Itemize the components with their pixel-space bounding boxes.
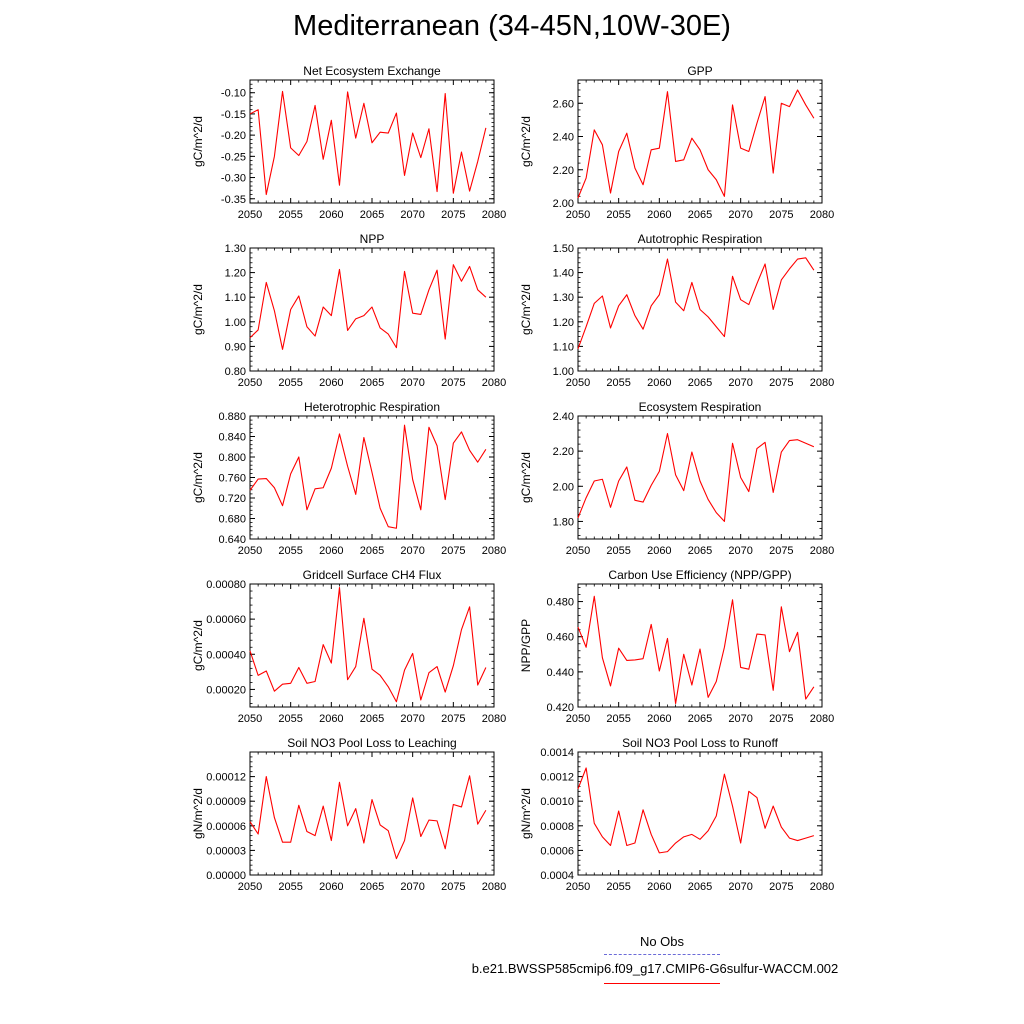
x-tick-label: 2065 xyxy=(359,377,385,389)
chart-panel-1 xyxy=(191,64,506,221)
x-tick-label: 2075 xyxy=(769,881,794,893)
panel-title: GPP xyxy=(687,64,713,78)
x-tick-label: 2065 xyxy=(687,713,713,725)
y-tick-label: 0.680 xyxy=(218,513,246,526)
y-tick-label: 1.50 xyxy=(552,243,574,255)
y-tick-label: 0.00003 xyxy=(206,845,246,858)
x-tick-label: 2075 xyxy=(441,209,466,221)
y-tick-label: 2.40 xyxy=(552,131,574,144)
x-tick-label: 2070 xyxy=(728,377,753,389)
x-tick-label: 2060 xyxy=(319,713,344,725)
y-tick-label: 2.20 xyxy=(552,164,574,177)
series-line xyxy=(250,265,486,350)
x-tick-label: 2055 xyxy=(606,209,631,221)
x-tick-label: 2070 xyxy=(400,377,425,389)
y-tick-label: 2.60 xyxy=(552,98,574,111)
plot-frame xyxy=(578,584,822,707)
x-tick-label: 2080 xyxy=(481,881,507,893)
plot-frame xyxy=(250,248,494,371)
y-tick-label: 0.0014 xyxy=(540,747,574,759)
panel-title: NPP xyxy=(359,232,385,246)
series-line xyxy=(578,90,814,198)
plot-frame xyxy=(578,752,822,875)
x-tick-label: 2065 xyxy=(687,545,713,557)
x-tick-label: 2050 xyxy=(565,545,591,557)
x-tick-label: 2070 xyxy=(400,713,425,725)
y-tick-label: 0.00040 xyxy=(206,649,246,662)
x-tick-label: 2065 xyxy=(359,209,385,221)
y-tick-label: 1.40 xyxy=(552,267,574,280)
y-axis-label: gN/m^2/d xyxy=(191,788,205,839)
y-tick-label: 1.80 xyxy=(552,516,574,529)
y-tick-label: 0.00006 xyxy=(206,820,246,833)
x-tick-label: 2060 xyxy=(647,713,672,725)
x-tick-label: 2065 xyxy=(687,377,713,389)
y-tick-label: 0.480 xyxy=(546,596,574,609)
legend-obs-label: No Obs xyxy=(639,934,685,949)
x-tick-label: 2080 xyxy=(481,377,507,389)
series-line xyxy=(250,776,486,859)
x-tick-label: 2080 xyxy=(481,713,507,725)
x-tick-label: 2060 xyxy=(319,545,344,557)
y-tick-label: 0.460 xyxy=(546,631,574,644)
x-tick-label: 2055 xyxy=(278,713,303,725)
y-tick-label: 2.00 xyxy=(552,198,574,210)
x-tick-label: 2050 xyxy=(565,209,591,221)
y-tick-label: 0.880 xyxy=(218,411,246,423)
y-axis-label: gC/m^2/d xyxy=(191,284,205,335)
x-tick-label: 2055 xyxy=(278,545,303,557)
x-tick-label: 2075 xyxy=(441,713,466,725)
page-title: Mediterranean (34-45N,10W-30E) xyxy=(293,10,731,42)
x-tick-label: 2050 xyxy=(237,377,263,389)
y-tick-label: 1.20 xyxy=(224,267,246,280)
series-line xyxy=(578,258,814,349)
chart-panel-8 xyxy=(519,568,834,725)
y-tick-label: 0.0012 xyxy=(540,771,574,784)
x-tick-label: 2080 xyxy=(481,545,507,557)
chart-panel-5 xyxy=(191,400,506,557)
x-tick-label: 2070 xyxy=(728,209,753,221)
series-line xyxy=(578,768,814,853)
series-line xyxy=(250,91,486,194)
x-tick-label: 2055 xyxy=(606,881,631,893)
x-tick-label: 2070 xyxy=(728,713,753,725)
x-tick-label: 2075 xyxy=(769,713,794,725)
chart-panel-10 xyxy=(519,736,834,893)
y-tick-label: 0.0006 xyxy=(540,845,574,858)
x-tick-label: 2055 xyxy=(606,377,631,389)
y-tick-label: 0.0010 xyxy=(540,796,574,809)
x-tick-label: 2080 xyxy=(809,713,835,725)
y-axis-label: gC/m^2/d xyxy=(519,452,533,503)
y-axis-label: gC/m^2/d xyxy=(191,452,205,503)
panel-title: Gridcell Surface CH4 Flux xyxy=(302,568,442,582)
y-tick-label: 0.420 xyxy=(546,702,574,714)
x-tick-label: 2080 xyxy=(809,545,835,557)
plot-frame xyxy=(250,752,494,875)
x-tick-label: 2050 xyxy=(565,881,591,893)
series-line xyxy=(250,425,486,528)
y-axis-label: NPP/GPP xyxy=(519,618,533,673)
plot-frame xyxy=(578,416,822,539)
y-tick-label: 2.40 xyxy=(552,411,574,423)
x-tick-label: 2065 xyxy=(359,881,385,893)
y-tick-label: 0.80 xyxy=(224,366,246,378)
x-tick-label: 2080 xyxy=(809,377,835,389)
x-tick-label: 2060 xyxy=(647,545,672,557)
x-tick-label: 2075 xyxy=(769,545,794,557)
legend-sim-line xyxy=(604,983,720,984)
y-tick-label: 0.00012 xyxy=(206,771,246,784)
x-tick-label: 2050 xyxy=(237,713,263,725)
x-tick-label: 2075 xyxy=(769,377,794,389)
chart-panel-9 xyxy=(191,736,506,893)
x-tick-label: 2055 xyxy=(278,377,303,389)
y-tick-label: 1.30 xyxy=(552,292,574,305)
plot-frame xyxy=(578,80,822,203)
y-tick-label: 0.00020 xyxy=(206,684,246,697)
y-tick-label: 0.90 xyxy=(224,341,246,354)
x-tick-label: 2080 xyxy=(809,209,835,221)
chart-panel-3 xyxy=(191,232,506,389)
series-line xyxy=(578,434,814,522)
legend-obs-line xyxy=(604,954,720,955)
y-tick-label: 0.00000 xyxy=(206,870,246,882)
y-tick-label: 1.30 xyxy=(224,243,246,255)
y-tick-label: 0.720 xyxy=(218,493,246,505)
x-tick-label: 2060 xyxy=(647,377,672,389)
x-tick-label: 2070 xyxy=(728,881,753,893)
series-line xyxy=(250,588,486,702)
x-tick-label: 2070 xyxy=(400,881,425,893)
x-tick-label: 2060 xyxy=(319,881,344,893)
x-tick-label: 2050 xyxy=(237,545,263,557)
x-tick-label: 2060 xyxy=(647,209,672,221)
y-tick-label: 1.10 xyxy=(552,341,574,354)
y-axis-label: gC/m^2/d xyxy=(519,116,533,167)
y-tick-label: 0.640 xyxy=(218,534,246,546)
panel-title: Carbon Use Efficiency (NPP/GPP) xyxy=(608,568,792,582)
x-tick-label: 2075 xyxy=(441,377,466,389)
y-tick-label: 0.00080 xyxy=(206,579,246,591)
plot-frame xyxy=(250,416,494,539)
x-tick-label: 2065 xyxy=(359,713,385,725)
chart-panel-4 xyxy=(519,232,834,389)
series-line xyxy=(578,596,814,703)
x-tick-label: 2055 xyxy=(606,545,631,557)
y-tick-label: -0.20 xyxy=(220,130,246,143)
x-tick-label: 2065 xyxy=(359,545,385,557)
chart-panel-7 xyxy=(191,568,506,725)
y-tick-label: 0.0008 xyxy=(540,820,574,833)
y-tick-label: 0.440 xyxy=(546,666,574,679)
x-tick-label: 2070 xyxy=(400,209,425,221)
x-tick-label: 2055 xyxy=(606,713,631,725)
y-axis-label: gC/m^2/d xyxy=(519,284,533,335)
y-tick-label: 1.00 xyxy=(552,366,574,378)
panel-title: Heterotrophic Respiration xyxy=(303,400,441,414)
x-tick-label: 2080 xyxy=(809,881,835,893)
x-tick-label: 2050 xyxy=(565,377,591,389)
y-tick-label: 0.00009 xyxy=(206,796,246,809)
y-tick-label: 1.20 xyxy=(552,316,574,329)
x-tick-label: 2075 xyxy=(441,545,466,557)
x-tick-label: 2070 xyxy=(728,545,753,557)
panel-title: Soil NO3 Pool Loss to Runoff xyxy=(622,736,778,750)
y-tick-label: 0.0004 xyxy=(540,870,574,882)
y-tick-label: 0.00060 xyxy=(206,614,246,627)
x-tick-label: 2070 xyxy=(400,545,425,557)
x-tick-label: 2075 xyxy=(441,881,466,893)
chart-panel-2 xyxy=(519,64,834,221)
x-tick-label: 2075 xyxy=(769,209,794,221)
panel-title: Autotrophic Respiration xyxy=(637,232,763,246)
y-tick-label: 0.760 xyxy=(218,472,246,485)
y-tick-label: -0.10 xyxy=(220,87,246,100)
x-tick-label: 2055 xyxy=(278,881,303,893)
y-axis-label: gC/m^2/d xyxy=(191,620,205,671)
y-axis-label: gN/m^2/d xyxy=(519,788,533,839)
panel-title: Net Ecosystem Exchange xyxy=(303,64,441,78)
x-tick-label: 2065 xyxy=(687,209,713,221)
y-tick-label: -0.15 xyxy=(220,108,246,121)
y-tick-label: 1.10 xyxy=(224,292,246,305)
y-axis-label: gC/m^2/d xyxy=(191,116,205,167)
chart-panel-6 xyxy=(519,400,834,557)
x-tick-label: 2050 xyxy=(237,209,263,221)
x-tick-label: 2055 xyxy=(278,209,303,221)
y-tick-label: -0.30 xyxy=(220,172,246,185)
x-tick-label: 2065 xyxy=(687,881,713,893)
y-tick-label: 0.800 xyxy=(218,452,246,464)
y-tick-label: 1.00 xyxy=(224,316,246,329)
x-tick-label: 2060 xyxy=(647,881,672,893)
x-tick-label: 2050 xyxy=(237,881,263,893)
y-tick-label: -0.35 xyxy=(220,193,246,206)
x-tick-label: 2060 xyxy=(319,209,344,221)
panel-title: Soil NO3 Pool Loss to Leaching xyxy=(287,736,457,750)
legend-sim-label: b.e21.BWSSP585cmip6.f09_g17.CMIP6-G6sulfur-WACCM.002 xyxy=(471,961,839,976)
x-tick-label: 2080 xyxy=(481,209,507,221)
y-tick-label: 0.840 xyxy=(218,431,246,444)
x-tick-label: 2050 xyxy=(565,713,591,725)
x-tick-label: 2060 xyxy=(319,377,344,389)
y-tick-label: -0.25 xyxy=(220,151,246,164)
y-tick-label: 2.20 xyxy=(552,446,574,459)
y-tick-label: 2.00 xyxy=(552,481,574,494)
panel-title: Ecosystem Respiration xyxy=(638,400,762,414)
